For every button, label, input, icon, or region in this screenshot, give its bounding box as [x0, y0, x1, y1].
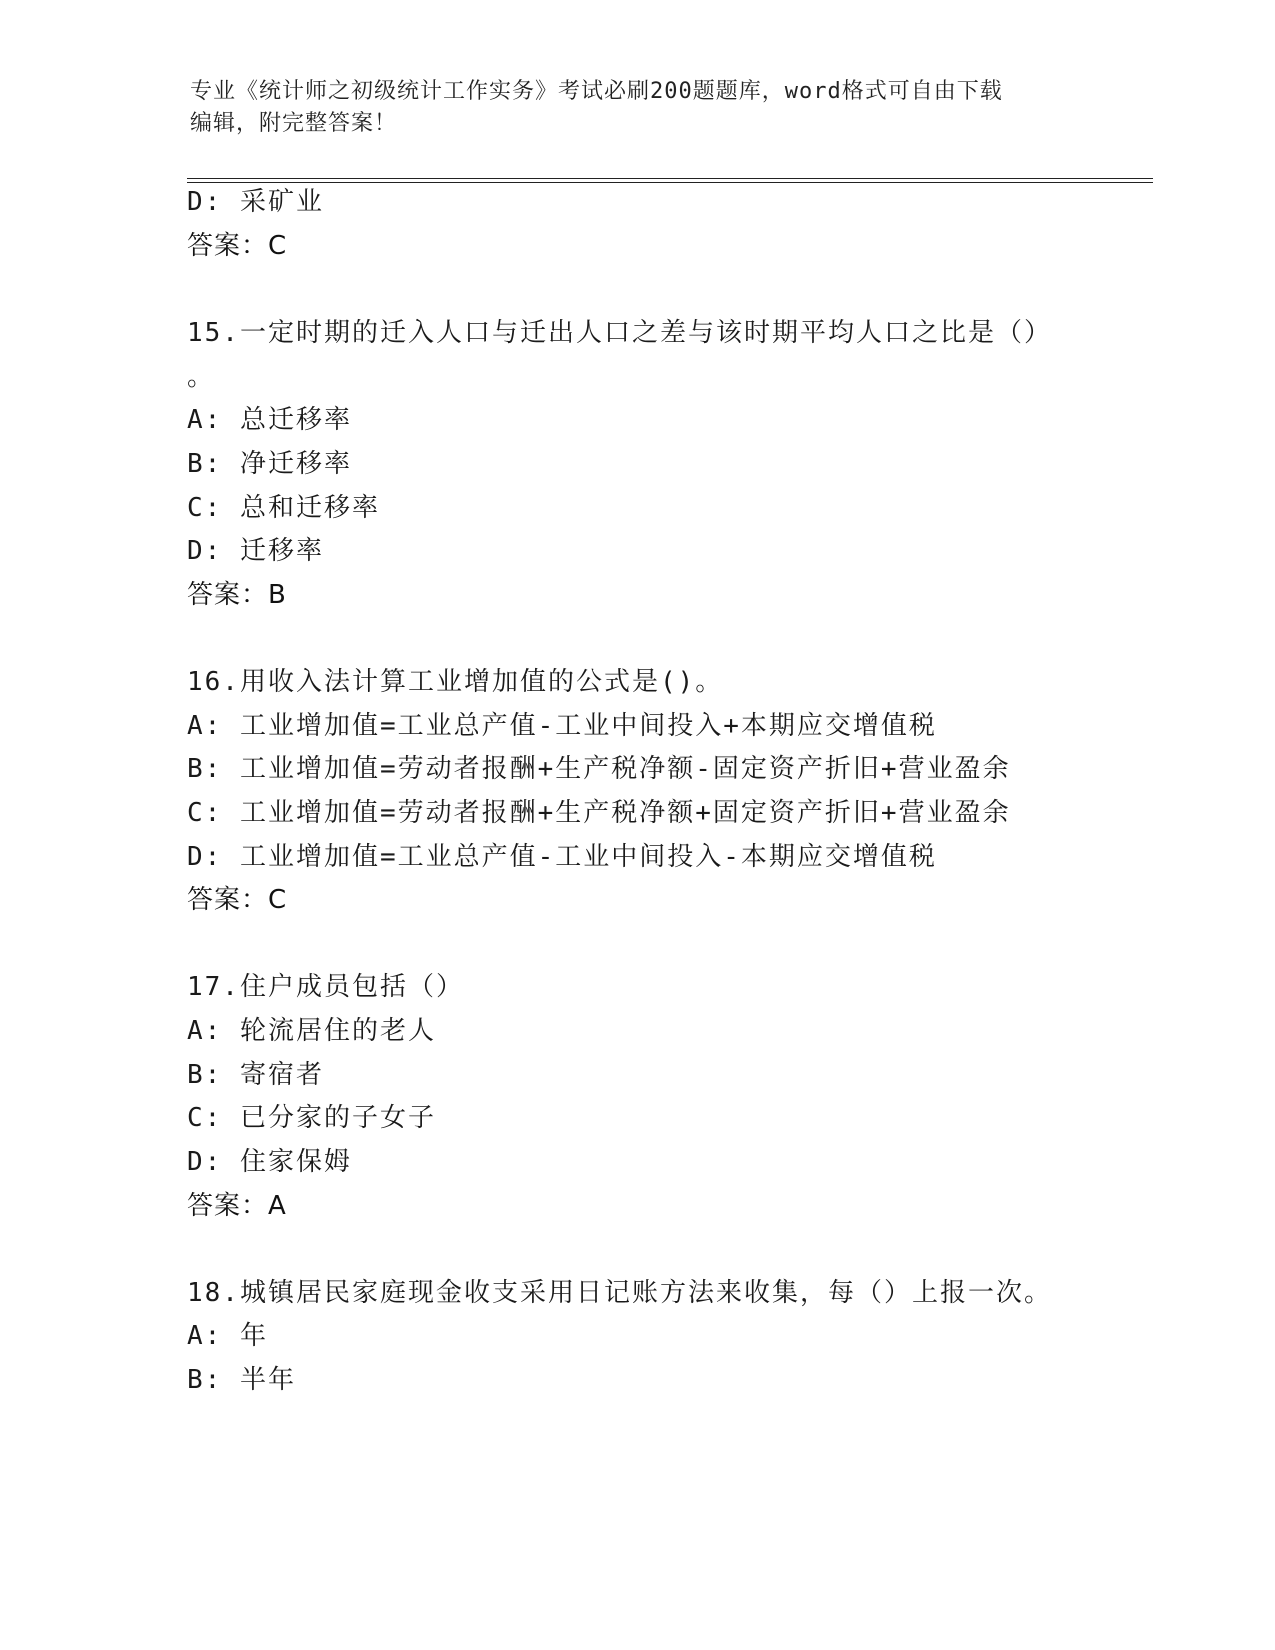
- q17-answer: 答案：A: [187, 1191, 287, 1221]
- q15-option-c: C: 总和迁移率: [187, 493, 380, 523]
- q16-option-b: B: 工业增加值=劳动者报酬+生产税净额-固定资产折旧+营业盈余: [187, 754, 1011, 784]
- q17-option-a: A: 轮流居住的老人: [187, 1016, 436, 1046]
- q15-option-a: A: 总迁移率: [187, 405, 352, 435]
- q16-answer: 答案：C: [187, 885, 288, 915]
- header-divider: [187, 178, 1153, 183]
- q15-question: 15.一定时期的迁入人口与迁出人口之差与该时期平均人口之比是（）: [187, 318, 1052, 348]
- prev-option-d: D: 采矿业: [187, 187, 324, 217]
- document-header: [190, 76, 1070, 140]
- q18-question: 18.城镇居民家庭现金收支采用日记账方法来收集，每（）上报一次。: [187, 1278, 1052, 1308]
- q17-option-d: D: 住家保姆: [187, 1147, 352, 1177]
- q18-option-b: B: 半年: [187, 1365, 296, 1395]
- q15-option-b: B: 净迁移率: [187, 449, 352, 479]
- header-line-1: 专业《统计师之初级统计工作实务》考试必刷200题题库，word格式可自由下载: [190, 79, 1003, 104]
- q17-question: 17.住户成员包括（）: [187, 972, 464, 1002]
- q15-option-d: D: 迁移率: [187, 536, 324, 566]
- q18-option-a: A: 年: [187, 1321, 268, 1351]
- q17-option-b: B: 寄宿者: [187, 1060, 324, 1090]
- q15-answer: 答案：B: [187, 580, 287, 610]
- q16-question: 16.用收入法计算工业增加值的公式是()。: [187, 667, 724, 697]
- q16-option-c: C: 工业增加值=劳动者报酬+生产税净额+固定资产折旧+营业盈余: [187, 798, 1011, 828]
- q16-option-d: D: 工业增加值=工业总产值-工业中间投入-本期应交增值税: [187, 842, 937, 872]
- header-line-2: 编辑，附完整答案！: [190, 111, 398, 136]
- q17-option-c: C: 已分家的子女子: [187, 1103, 436, 1133]
- q16-option-a: A: 工业增加值=工业总产值-工业中间投入+本期应交增值税: [187, 711, 937, 741]
- q15-question-cont: 。: [187, 362, 216, 392]
- prev-answer: 答案：C: [187, 231, 288, 261]
